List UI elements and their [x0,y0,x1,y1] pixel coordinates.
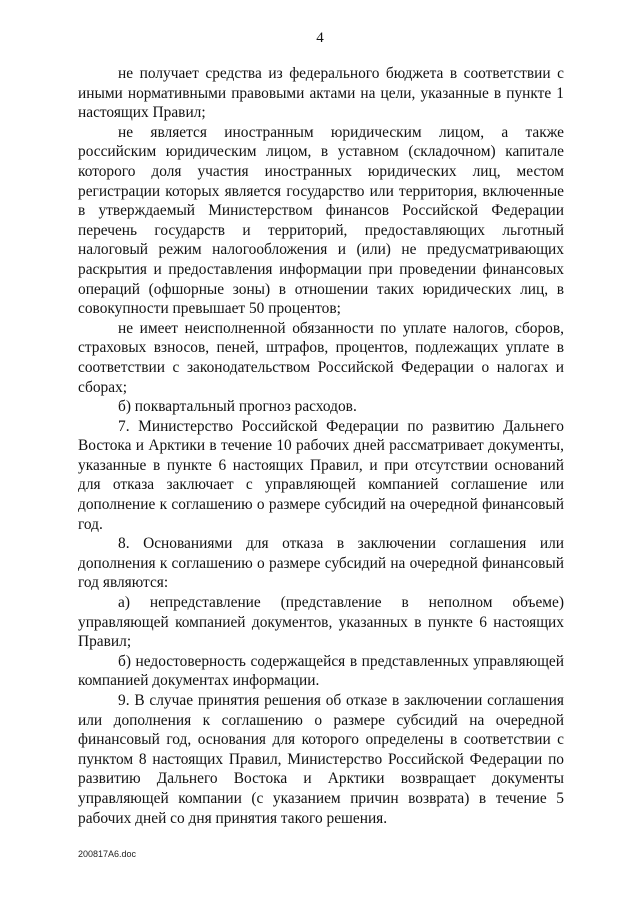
paragraph-4: б) поквартальный прогноз расходов. [118,398,357,416]
paragraph-3: не имеет неисполненной обязанности по уплате налогов, сборов, страховых взносов, пеней, штрафов, процентов, подлежащих уплате в соответствии с законодательством Российской Федерации о налогах и сборах; [78,319,564,396]
paragraph-6: 8. Основаниями для отказа в заключении соглашения или дополнения к соглашению о размере субсидий на очередной финансовый год являются: [78,535,564,592]
paragraph-8: б) недостоверность содержащейся в представленных управляющей компанией документах информации. [78,652,564,690]
paragraph-9: 9. В случае принятия решения об отказе в заключении соглашения или дополнения к соглашению о размере субсидий на очередной финансовый год, основания для которого определены в соответствии с пунктом 8 настоящих Правил, Министерство Российской Федерации по развитию Дальнего Востока и Арктики возвращает документы управляющей компании (с указанием причин возврата) в течение 5 рабочих дней со дня принятия такого решения. [78,692,564,827]
paragraph-7: а) непредставление (представление в неполном объеме) управляющей компанией документов, указанных в пункте 6 настоящих Правил; [78,594,564,651]
paragraph-1: не получает средства из федерального бюджета в соответствии с иными нормативными правовыми актами на цели, указанные в пункте 1 настоящих Правил; [78,65,564,122]
paragraph-2: не является иностранным юридическим лицом, а также российским юридическим лицом, в уставном (складочном) капитале которого доля участия иностранных юридических лиц, местом регистрации которых является государство или территория, включенные в утверждаемый Министерством финансов Российской Федерации перечень государств и территорий, предоставляющих льготный налоговый режим налогообложения и (или) не предусматривающих раскрытия и предоставления информации при проведении финансовых операций (офшорные зоны) в отношении таких юридических лиц, в совокупности превышает 50 процентов; [78,123,564,318]
page-number: 4 [316,30,324,46]
document-body [78,64,564,828]
paragraph-5: 7. Министерство Российской Федерации по развитию Дальнего Востока и Арктики в течение 10 рабочих дней рассматривает документы, указанные в пункте 6 настоящих Правил, и при отсутствии оснований для отказа заключает с управляющей компанией соглашение или дополнение к соглашению о размере субсидий на очередной финансовый год. [78,417,564,533]
footer-filename: 200817А6.doc [78,849,137,859]
